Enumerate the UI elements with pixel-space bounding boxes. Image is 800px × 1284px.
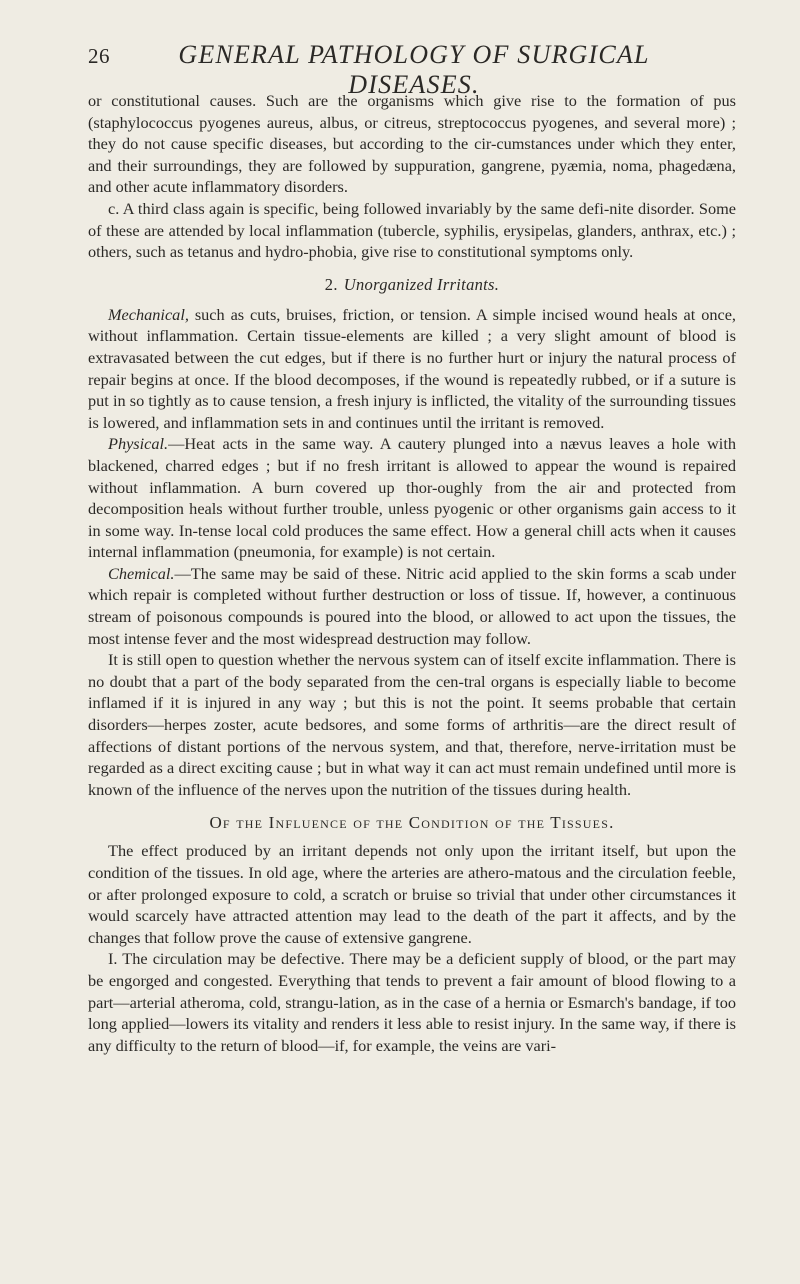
- text-chemical: —The same may be said of these. Nitric acid applied to the skin forms a scab under which repair is completed without further destruction or loss of tissue. If, however, a continuous stream of poisonous compounds is poured into the blood, or allowed to act upon the tissues, the most intense fever and the most widespread destruction may follow.: [88, 563, 736, 648]
- running-head: [88, 40, 736, 99]
- subheading-unorganized-irritants: [88, 275, 736, 295]
- paragraph-third-class: c. A third class again is specific, being followed invariably by the same defi-nite disorder. Some of these are attended by local inflammation (tubercle, syphilis, erysipelas, glanders, anthrax, etc.) ; others, such as tetanus and hydro-phobia, give rise to constitutional symptoms only.: [88, 198, 736, 262]
- running-title: GENERAL PATHOLOGY OF SURGICAL DISEASES.: [178, 40, 650, 99]
- paragraph-chemical: [88, 563, 736, 649]
- paragraph-circulation: I. The circulation may be defective. There may be a deficient supply of blood, or the part may be engorged and congested. Everything that tends to prevent a fair amount of blood flowing to a part—arterial atheroma, cold, strangu-lation, as in the case of a hernia or Esmarch's bandage, if too long applied—lowers its vitality and renders it less able to resist injury. In the same way, if there is any difficulty to the return of blood—if, for example, the veins are vari-: [88, 949, 736, 1055]
- paragraph-mechanical: [88, 304, 736, 434]
- section-heading: Of the Influence of the Condition of the Tissues.: [209, 813, 615, 833]
- body-text: [88, 90, 736, 1056]
- text-physical: —Heat acts in the same way. A cautery plunged into a nævus leaves a hole with blackened, charred edges ; but if no fresh irritant is allowed to appear the wound is repaired without inflammation. A burn covered up thor-oughly from the air and protected from decomposition heals without further trouble, unless pyogenic or other organisms gain access to it in some way. In-tense local cold produces the same effect. How a general chill acts when it causes internal inflammation (pneumonia, for example) is not certain.: [88, 434, 736, 562]
- subheading-title: Unorganized Irritants.: [343, 274, 500, 294]
- text-mechanical: such as cuts, bruises, friction, or tension. A simple incised wound heals at once, without inflammation. Certain tissue-elements are killed ; a very slight amount of blood is extravasated between the cut edges, but if there is no further hurt or injury the natural process of repair begins at once. If the blood decomposes, if the wound is repeatedly rubbed, or if a suture is put in so tightly as to cause tension, a fresh injury is inflicted, the vitality of the surrounding tissues is lowered, and inflammation sets in and continues until the irritant is removed.: [88, 304, 736, 432]
- lead-chemical: Chemical.: [108, 563, 175, 583]
- paragraph-nervous-system: It is still open to question whether the nervous system can of itself excite inflammation. There is no doubt that a part of the body separated from the cen-tral organs is especially liable to become inflamed if it is injured in any way ; but this is not the point. It seems probable that certain disorders—herpes zoster, acute bedsores, and some forms of arthritis—are the direct result of affections of distant portions of the nervous system, and that, therefore, nerve-irritation must be regarded as a direct exciting cause ; but in what way it can act must remain undefined until more is known of the influence of the nerves upon the nutrition of the tissues during health.: [88, 650, 736, 799]
- page-number: 26: [88, 44, 110, 68]
- paragraph-organisms: or constitutional causes. Such are the organisms which give rise to the formation of pus (staphylococcus pyogenes aureus, albus, or citreus, streptococcus pyogenes, and several more) ; they do not cause specific diseases, but according to the cir-cumstances under which they enter, and their surroundings, they are followed by suppuration, gangrene, pyæmia, noma, phagedæna, and other acute inflammatory disorders.: [88, 91, 736, 197]
- lead-mechanical: Mechanical,: [108, 304, 189, 324]
- subheading-number: 2.: [324, 274, 338, 294]
- paragraph-condition-of-tissues: The effect produced by an irritant depends not only upon the irritant itself, but upon the condition of the tissues. In old age, where the arteries are athero-matous and the circulation feeble, or after prolonged exposure to cold, a scratch or bruise so trivial that under other circumstances it would scarcely have attracted attention may lead to the death of the part it affects, and by the changes that follow prove the cause of extensive gangrene.: [88, 841, 736, 947]
- paragraph-physical: [88, 433, 736, 563]
- lead-physical: Physical.: [108, 434, 169, 454]
